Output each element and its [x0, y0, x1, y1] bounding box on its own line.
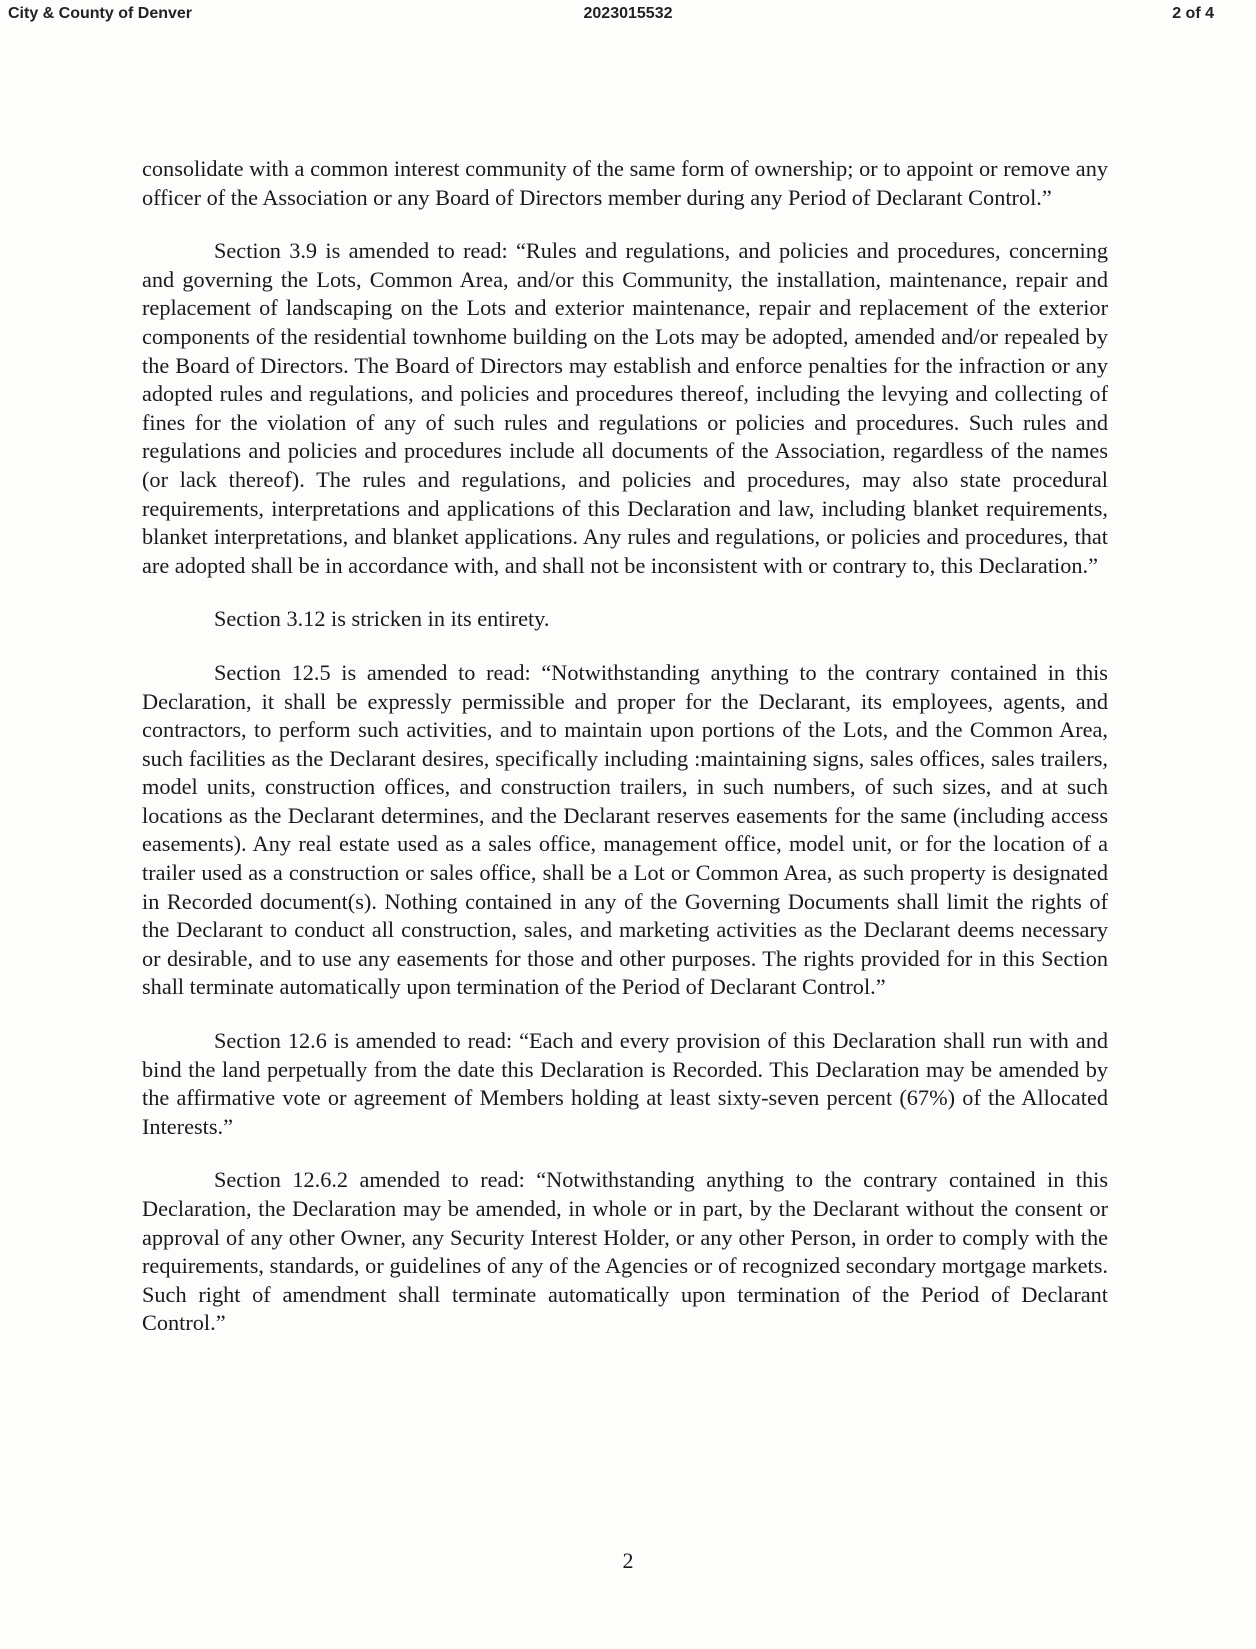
- paragraph-section-3-12: Section 3.12 is stricken in its entirety.: [214, 606, 550, 632]
- paragraph-section-3-9: Section 3.9 is amended to read: “Rules and regulations, and policies and procedures, concerning and governing the Lots, Common Area, and/or this Community, the installation, maintenance, repair and replacement of landscaping on the Lots and exterior maintenance, repair and replacement of the exterior components of the residential townhome building on the Lots may be adopted, amended and/or repealed by the Board of Directors. The Board of Directors may establish and enforce penalties for the infraction or any adopted rules and regulations, and policies and procedures thereof, including the levying and collecting of fines for the violation of any of such rules and regulations or policies and procedures. Such rules and regulations and policies and procedures include all documents of the Association, regardless of the names (or lack thereof). The rules and regulations, and policies and procedures, may also state procedural requirements, interpretations and applications of this Declaration and law, including blanket requirements, blanket interpretations, and blanket applications. Any rules and regulations, or policies and procedures, that are adopted shall be in accordance with, and shall not be inconsistent with or contrary to, this Declaration.”: [142, 238, 1108, 578]
- paragraph-section-12-5: Section 12.5 is amended to read: “Notwithstanding anything to the contrary contained in this Declaration, it shall be expressly permissible and proper for the Declarant, its employees, agents, and contractors, to perform such activities, and to maintain upon portions of the Lots, and the Common Area, such facilities as the Declarant desires, specifically including :maintaining signs, sales offices, sales trailers, model units, construction offices, and construction trailers, in such numbers, of such sizes, and at such locations as the Declarant determines, and the Declarant reserves easements for the same (including access easements). Any real estate used as a sales office, management office, model unit, or for the location of a trailer used as a construction or sales office, shall be a Lot or Common Area, as such property is designated in Recorded document(s). Nothing contained in any of the Governing Documents shall limit the rights of the Declarant to conduct all construction, sales, and marketing activities as the Declarant deems necessary or desirable, and to use any easements for those and other purposes. The rights provided for in this Section shall terminate automatically upon termination of the Period of Declarant Control.”: [142, 659, 1108, 1000]
- recording-header: [0, 0, 1256, 30]
- paragraph-section-12-6: Section 12.6 is amended to read: “Each and every provision of this Declaration shall run with and bind the land perpetually from the date this Declaration is Recorded. This Declaration may be amended by the affirmative vote or agreement of Members holding at least sixty-seven percent (67%) of the Allocated Interests.”: [142, 1028, 1108, 1139]
- page-count: 2 of 4: [1172, 5, 1214, 22]
- paragraph-section-12-6-2: Section 12.6.2 amended to read: “Notwithstanding anything to the contrary contained in this Declaration, the Declaration may be amended, in whole or in part, by the Declarant without the consent or approval of any other Owner, any Security Interest Holder, or any other Person, in order to comply with the requirements, standards, or guidelines of any of the Agencies or of recognized secondary mortgage markets. Such right of amendment shall terminate automatically upon termination of the Period of Declarant Control.”: [142, 1167, 1108, 1336]
- page-number: 2: [622, 1548, 634, 1573]
- paragraph-continuation: consolidate with a common interest community of the same form of ownership; or to appoint or remove any officer of the Association or any Board of Directors member during any Period of Declarant Control.”: [142, 156, 1108, 210]
- county-name: City & County of Denver: [8, 5, 193, 22]
- document-body: [142, 155, 1108, 1363]
- reception-number: 2023015532: [583, 5, 673, 22]
